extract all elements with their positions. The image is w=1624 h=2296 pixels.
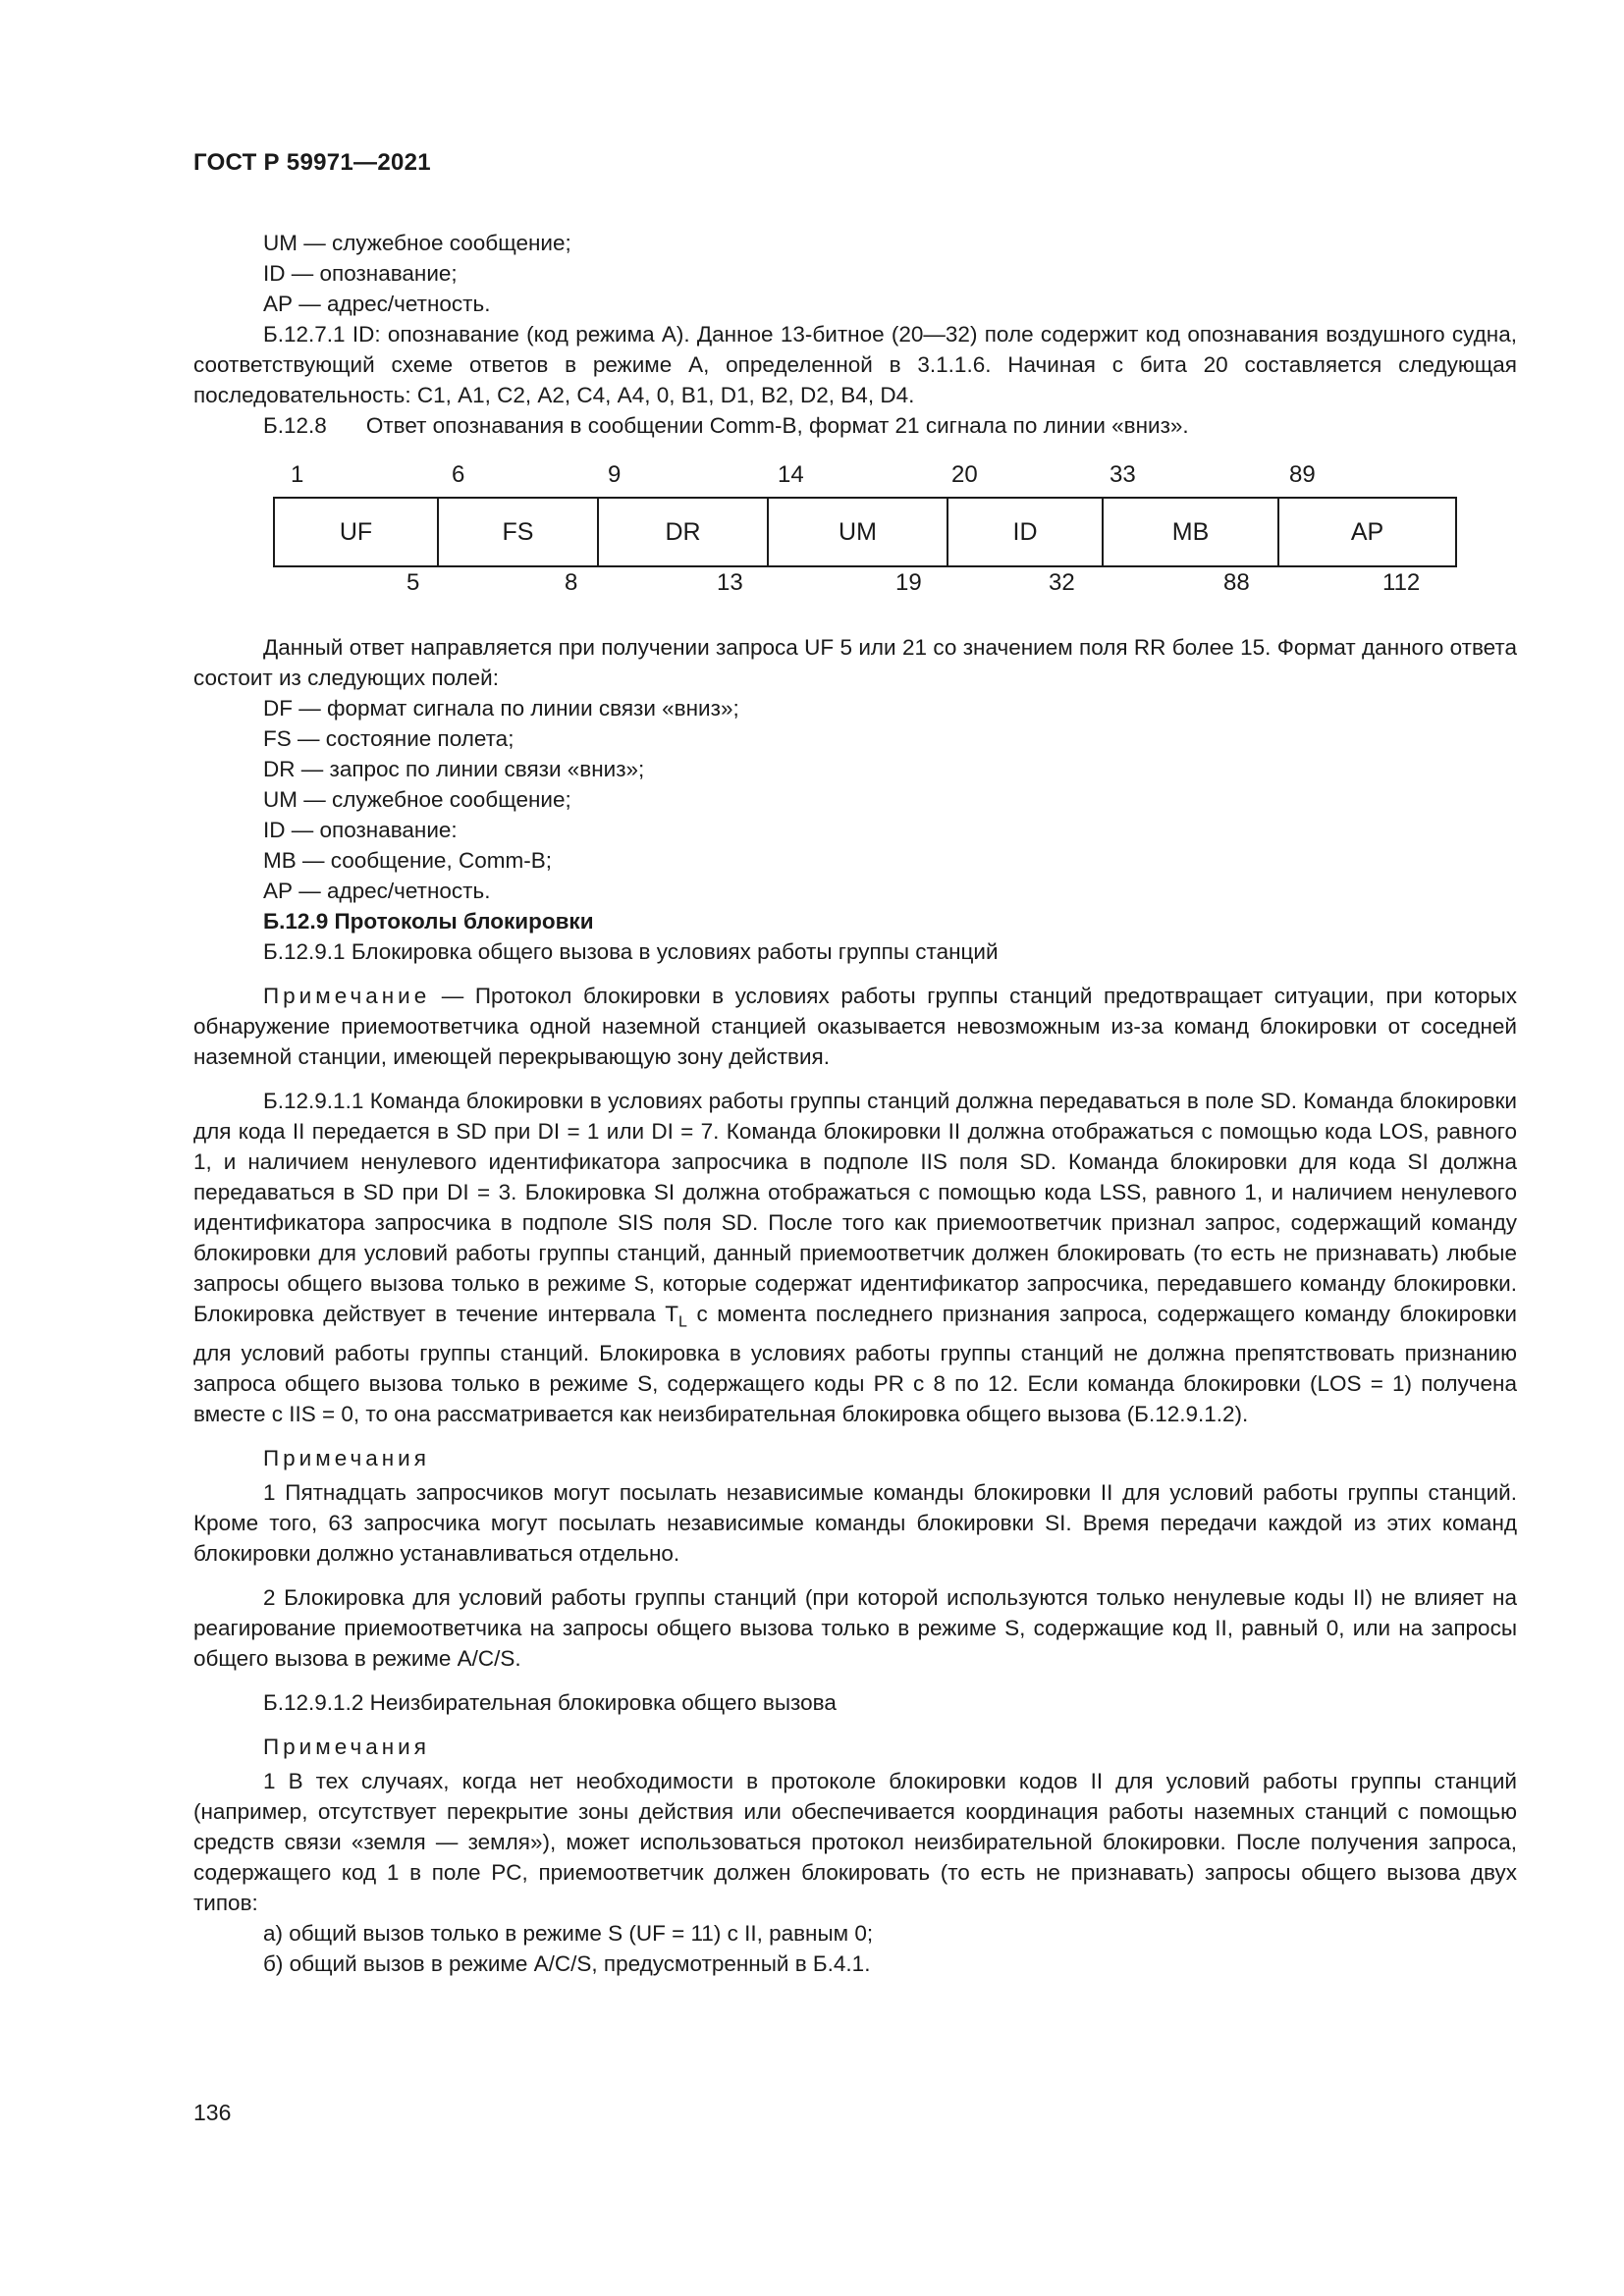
format-diagram <box>273 461 1441 609</box>
field-cell-id: ID <box>947 498 1103 566</box>
intro-block <box>193 228 1517 441</box>
format-fields-table <box>273 497 1457 567</box>
field-cell-um: UM <box>768 498 947 566</box>
start-bit-label: 14 <box>778 461 804 488</box>
main-text-block <box>193 632 1517 1979</box>
field-cell-ap: AP <box>1278 498 1456 566</box>
list-item: а) общий вызов только в режиме S (UF = 11) с II, равным 0; <box>263 1920 874 1946</box>
standard-header: ГОСТ Р 59971—2021 <box>193 149 431 176</box>
note-item: 2 Блокировка для условий работы группы станций (при которой используются только ненулевые коды II) не влияет на реагирование приемоответчика на запросы общего вызова только в режиме S, содержащие код II, равный 0, или на запросы общего вызова в режиме A/C/S. <box>193 1584 1517 1671</box>
note-item: 1 Пятнадцать запросчиков могут посылать независимые команды блокировки II для условий работы группы станций. Кроме того, 63 запросчика могут посылать независимые команды блокировки SI. Время передачи каждой из этих команд блокировки должно устанавливаться отдельно. <box>193 1479 1517 1566</box>
note-label: Примечание <box>263 984 431 1008</box>
page-number: 136 <box>193 2100 232 2125</box>
end-bit-label: 88 <box>1223 569 1250 596</box>
section-heading-b12-9-1-2: Б.12.9.1.2 Неизбирательная блокировка общего вызова <box>263 1689 837 1715</box>
start-bit-label: 6 <box>452 461 465 488</box>
end-bit-label: 5 <box>406 569 420 596</box>
field-cell-dr: DR <box>598 498 768 566</box>
start-bit-label: 9 <box>608 461 622 488</box>
end-bit-label: 112 <box>1382 569 1421 596</box>
start-bit-label: 33 <box>1110 461 1136 488</box>
paragraph-text: Б.12.9.1.1 Команда блокировки в условиях работы группы станций должна передаваться в поле SD. Команда блокировки для кода II передается в SD при DI = 1 или DI = 7. Команда блокировки II должна отображаться с помощью кода LOS, равного 1, и наличием ненулевого идентификатора запросчика в подполе IIS поля SD. Команда блокировки для кода SI должна передаваться в SD при DI = 3. Блокировка SI должна отображаться с помощью кода LSS, равного 1, и наличием ненулевого идентификатора запросчика в подполе SIS поля SD. После того как приемоответчик признал запрос, содержащий команду блокировки для условий работы группы станций, данный приемоответчик должен блокировать (то есть не признавать) любые запросы общего вызова только в режиме S, которые содержат идентификатор запросчика, передавшего команду блокировки. Блокировка действует в течение интервала Т <box>193 1089 1517 1326</box>
paragraph-b12-7-1: Б.12.7.1 ID: опознавание (код режима А). Данное 13-битное (20—32) поле содержит код опознавания воздушного судна, соответствующий схеме ответов в режиме А, определенной в 3.1.1.6. Начиная с бита 20 составляется следующая последовательность: С1, А1, С2, А2, С4, А4, 0, В1, D1, В2, D2, В4, D4. <box>193 322 1517 407</box>
field-cell-mb: MB <box>1103 498 1278 566</box>
paragraph-b12-9-1-1 <box>193 1086 1517 1429</box>
list-item: UM — служебное сообщение; <box>263 787 571 812</box>
note-item: 1 В тех случаях, когда нет необходимости в протоколе блокировки кодов II для условий работы группы станций (например, отсутствует перекрытие зоны действия или обеспечивается координация работы наземных станций с помощью средств связи «земля — земля»), может использоваться протокол неизбирательной блокировки. После получения запроса, содержащего код 1 в поле PC, приемоответчик должен блокировать (то есть не признавать) запросы общего вызова двух типов: <box>193 1768 1517 1915</box>
end-bit-label: 32 <box>1049 569 1075 596</box>
section-heading-b12-8 <box>193 410 1517 441</box>
section-heading-b12-9: Б.12.9 Протоколы блокировки <box>263 909 594 934</box>
field-cell-uf: UF <box>274 498 438 566</box>
section-title: Ответ опознавания в сообщении Comm-B, формат 21 сигнала по линии «вниз». <box>365 413 1189 438</box>
notes-label: Примечания <box>263 1445 430 1470</box>
list-item: б) общий вызов в режиме A/C/S, предусмотренный в Б.4.1. <box>263 1950 871 1976</box>
note-paragraph <box>193 981 1517 1072</box>
start-bit-label: 20 <box>951 461 978 488</box>
end-bit-label: 13 <box>717 569 743 596</box>
list-item: UM — служебное сообщение; <box>263 231 571 255</box>
paragraph-text: с момента последнего признания запроса, содержащего команду блокировки для условий работы группы станций. Блокировка в условиях работы группы станций не должна препятствовать признанию запроса общего вызова только в режиме S, содержащего коды PR с 8 по 12. Если команда блокировки (LOS = 1) получена вместе с IIS = 0, то она рассматривается как неизбирательная блокировка общего вызова (Б.12.9.1.2). <box>193 1302 1517 1426</box>
start-bit-label: 89 <box>1289 461 1316 488</box>
field-cell-fs: FS <box>438 498 598 566</box>
list-item: FS — состояние полета; <box>263 726 514 751</box>
subscript-l: L <box>677 1313 687 1331</box>
paragraph-reply-format: Данный ответ направляется при получении запроса UF 5 или 21 со значением поля RR более 15. Формат данного ответа состоит из следующих полей: <box>193 635 1517 690</box>
list-item: ID — опознавание; <box>263 261 458 286</box>
end-bit-label: 8 <box>565 569 578 596</box>
section-heading-b12-9-1: Б.12.9.1 Блокировка общего вызова в условиях работы группы станций <box>263 939 999 964</box>
section-number: Б.12.8 <box>263 413 327 438</box>
list-item: DR — запрос по линии связи «вниз»; <box>263 757 645 781</box>
notes-label: Примечания <box>263 1734 430 1759</box>
list-item: АР — адрес/четность. <box>263 292 491 316</box>
start-bit-label: 1 <box>291 461 304 488</box>
end-bit-label: 19 <box>895 569 922 596</box>
list-item: ID — опознавание: <box>263 818 458 842</box>
list-item: АР — адрес/четность. <box>263 879 491 903</box>
list-item: МВ — сообщение, Comm-B; <box>263 848 552 873</box>
note-text: — Протокол блокировки в условиях работы группы станций предотвращает ситуации, при которых обнаружение приемоответчика одной наземной станцией оказывается невозможным из-за команд блокировки от соседней наземной станции, имеющей перекрывающую зону действия. <box>193 984 1517 1069</box>
list-item: DF — формат сигнала по линии связи «вниз»; <box>263 696 739 721</box>
